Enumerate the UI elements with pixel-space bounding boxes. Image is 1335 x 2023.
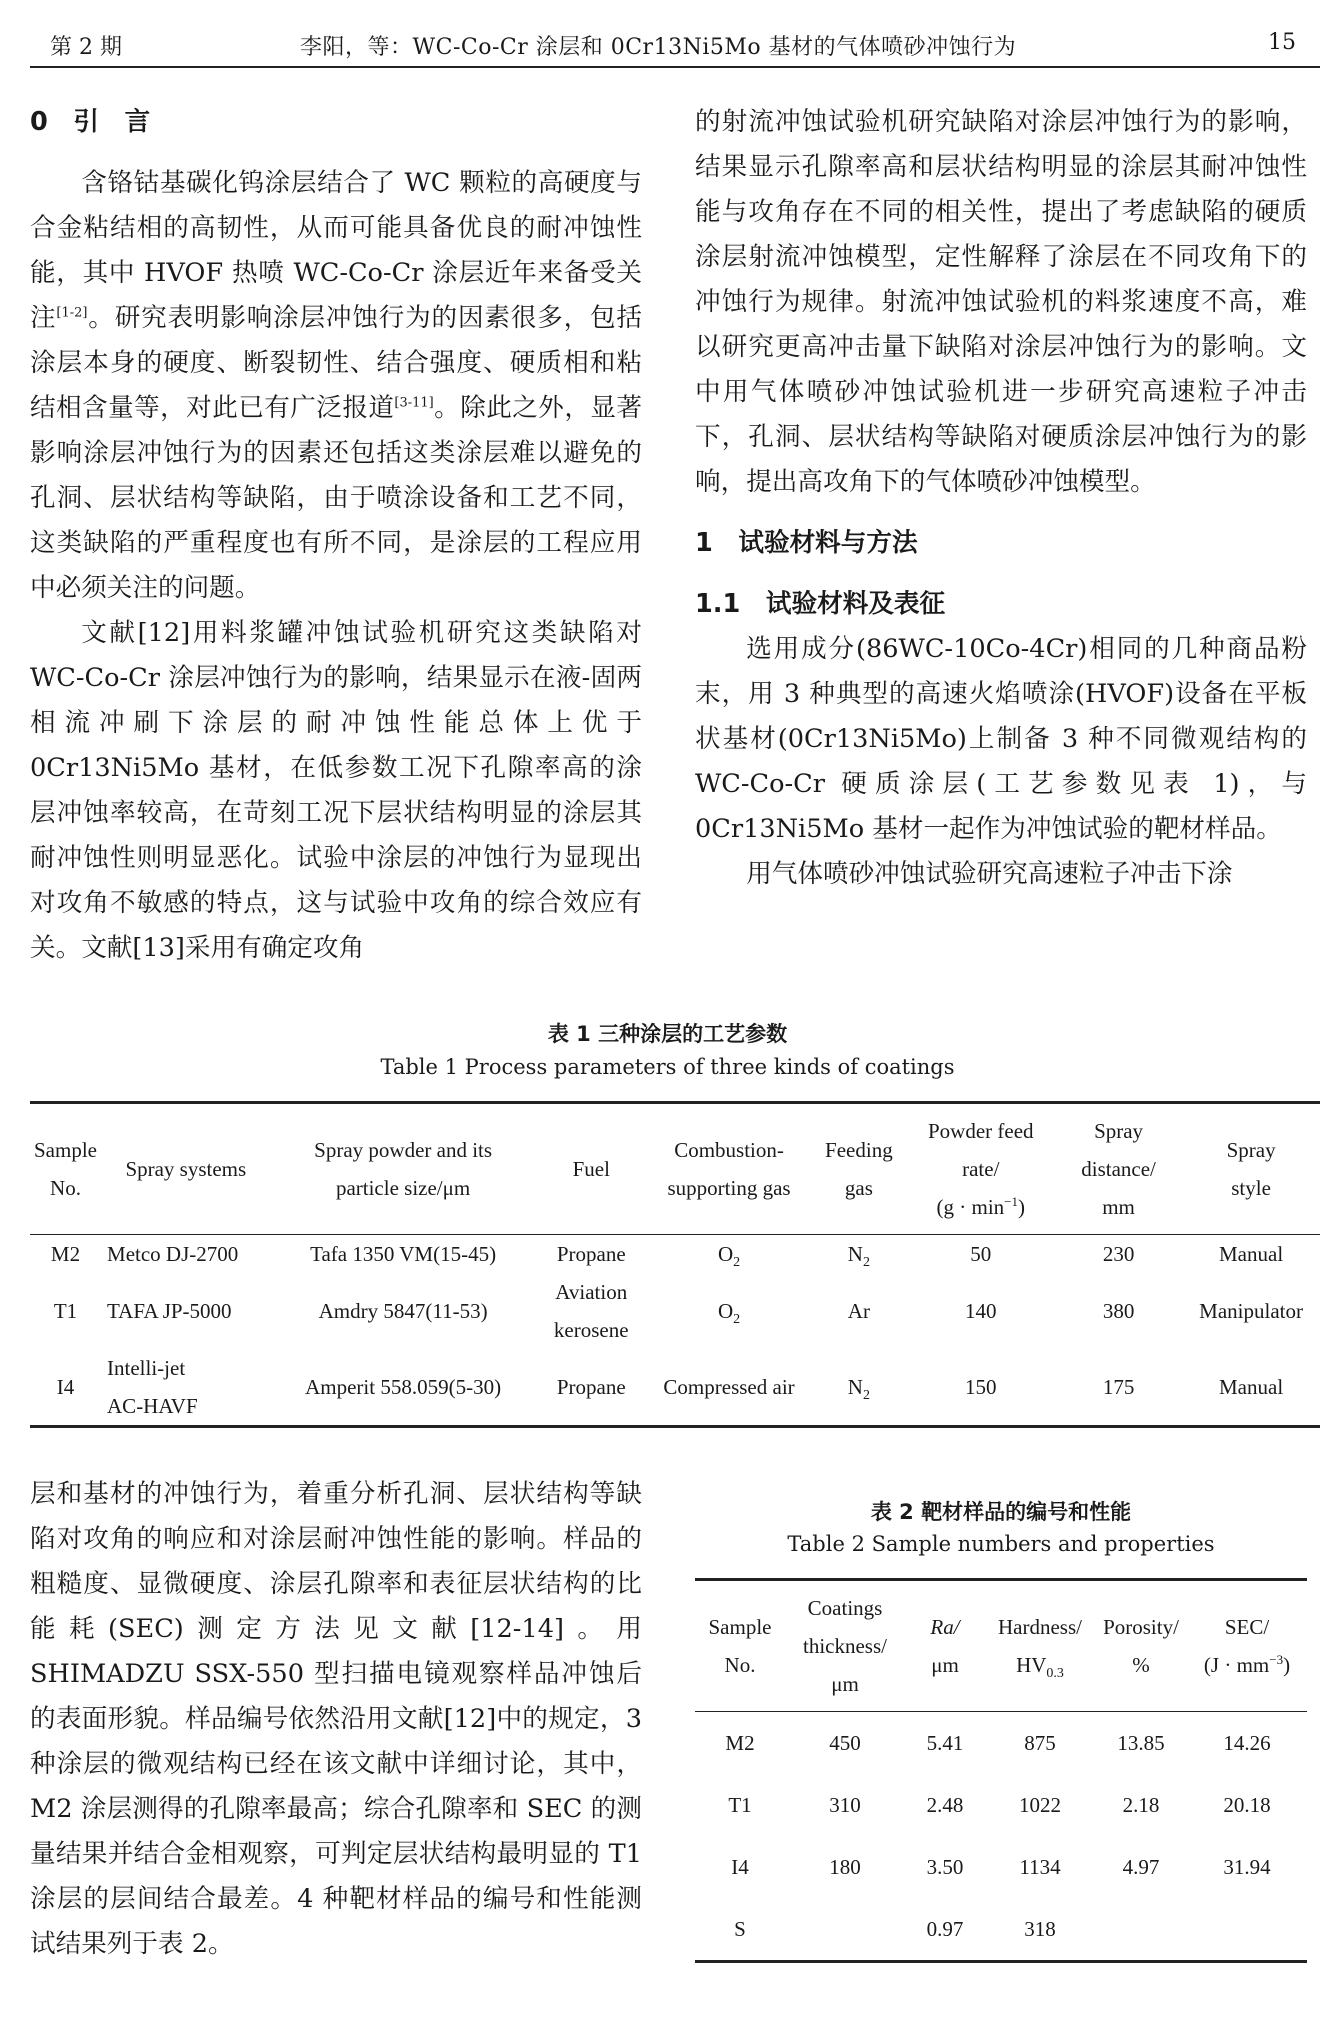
col-header-style: Spray style	[1226, 1138, 1276, 1200]
col-header-system: Spray systems	[125, 1157, 247, 1181]
col-header-powder: Spray powder and its particle size/μm	[314, 1138, 493, 1200]
table-row: M2 450 5.41 875 13.85 14.26	[725, 1731, 1271, 1755]
col-header-ra: Ra/ μm	[930, 1615, 960, 1677]
citation: [3-11]	[394, 395, 434, 411]
paragraph: 层和基材的冲蚀行为，着重分析孔洞、层状结构等缺陷对攻角的响应和对涂层耐冲蚀性能的影响。样品的粗糙度、显微硬度、涂层孔隙率和表征层状结构的比能耗(SEC)测定方法见文献[12-14]。用 SHIMADZU SSX-550 型扫描电镜观察样品冲蚀后的表面形貌。样品编号依然沿用文献[12]中的规定，3 种涂层的微观结构已经在该文献中详细讨论，其中，M2 涂层测得的孔隙率最高；综合孔隙率和 SEC 的测量结果并结合金相观察，可判定层状结构最明显的 T1 涂层的层间结合最差。4 种靶材样品的编号和性能测试结果列于表 2。	[30, 1479, 642, 1959]
paragraph	[30, 161, 642, 611]
cell-distance: 380	[1102, 1299, 1135, 1323]
cell-sample: M2	[50, 1242, 81, 1266]
cell-fuel: Aviation kerosene	[553, 1280, 629, 1342]
table-row	[30, 1349, 1320, 1427]
table1-caption-en: Table 1 Process parameters of three kinds of coatings	[380, 1055, 955, 1079]
cell-powder: Amdry 5847(11-53)	[318, 1299, 488, 1323]
cell-style: Manipulator	[1199, 1299, 1303, 1323]
table-header-row	[30, 1103, 1320, 1235]
text-run: 含铬钴基碳化钨涂层结合了 WC 颗粒的高硬度与合金粘结相的高韧性，从而可能具备优良的耐冲蚀性能，其中 HVOF 热喷 WC-Co-Cr 涂层近年来备受关注	[30, 168, 642, 333]
cell-rate: 50	[970, 1242, 992, 1266]
cell-feeding: $N_2$	[847, 1242, 870, 1271]
cell-system: TAFA JP-5000	[107, 1299, 232, 1323]
table2-sample-properties	[695, 1578, 1307, 1963]
cell-gas: Compressed air	[663, 1375, 795, 1399]
cell-gas: $O_2$	[717, 1299, 741, 1328]
cell-style: Manual	[1219, 1375, 1284, 1399]
cell-sample: I4	[56, 1375, 75, 1399]
cell-distance: 230	[1102, 1242, 1135, 1266]
table1-process-parameters	[30, 1101, 1320, 1428]
header-rule	[30, 66, 1320, 68]
cell-rate: 140	[965, 1299, 997, 1323]
subsection-heading-materials: 1.1 试验材料及表征	[695, 589, 946, 619]
left-column	[30, 100, 642, 971]
table1-caption-cn: 表 1 三种涂层的工艺参数	[547, 1022, 788, 1046]
cell-style: Manual	[1219, 1242, 1284, 1266]
col-header-rate: Powder feed rate/ $(g \cdot \min^{-1})$	[928, 1119, 1034, 1219]
section-heading-materials-methods: 1 试验材料与方法	[695, 528, 918, 558]
cell-distance: 175	[1102, 1375, 1135, 1399]
bottom-left-column	[30, 1472, 642, 1967]
col-header-fuel: Fuel	[572, 1157, 610, 1181]
table-row	[30, 1235, 1320, 1274]
col-header-sec: SEC/ $(J \cdot mm^{-3})$	[1203, 1615, 1291, 1677]
cell-feeding: $N_2$	[847, 1375, 870, 1404]
text-run: 。除此之外，显著影响涂层冲蚀行为的因素还包括这类涂层难以避免的孔洞、层状结构等缺陷，由于喷涂设备和工艺不同，这类缺陷的严重程度也有所不同，是涂层的工程应用中必须关注的问题。	[30, 393, 642, 603]
page-number: 15	[1268, 30, 1296, 55]
col-header-porosity: Porosity/ %	[1103, 1615, 1179, 1677]
table-row: I4 180 3.50 1134 4.97 31.94	[731, 1855, 1271, 1879]
table-row: T1 310 2.48 1022 2.18 20.18	[728, 1793, 1271, 1817]
col-header-gas: Combustion- supporting gas	[667, 1138, 791, 1200]
cell-gas: $O_2$	[717, 1242, 741, 1271]
paragraph: 文献[12]用料浆罐冲蚀试验机研究这类缺陷对 WC-Co-Cr 涂层冲蚀行为的影响，结果显示在液-固两相流冲刷下涂层的耐冲蚀性能总体上优于 0Cr13Ni5Mo 基材，在低参数工况下孔隙率高的涂层冲蚀率较高，在苛刻工况下层状结构明显的涂层其耐冲蚀性则明显恶化。试验中涂层的冲蚀行为显现出对攻角不敏感的特点，这与试验中攻角的综合效应有关。文献[13]采用有确定攻角	[30, 618, 642, 963]
paragraph: 用气体喷砂冲蚀试验研究高速粒子冲击下涂	[746, 859, 1233, 889]
cell-fuel: Propane	[556, 1242, 626, 1266]
right-column	[695, 100, 1307, 897]
table2-caption-en: Table 2 Sample numbers and properties	[787, 1532, 1215, 1556]
table-row: S 0.97 318	[695, 1898, 1307, 1962]
issue-number: 第 2 期	[50, 35, 122, 60]
col-header-sample: Sample No.	[708, 1615, 772, 1677]
table2-caption-cn: 表 2 靶材样品的编号和性能	[870, 1500, 1132, 1524]
col-header-feeding: Feeding gas	[825, 1138, 893, 1200]
cell-system: Metco DJ-2700	[107, 1242, 239, 1266]
table-row	[30, 1273, 1320, 1349]
cell-feeding: Ar	[847, 1299, 870, 1323]
paragraph: 的射流冲蚀试验机研究缺陷对涂层冲蚀行为的影响，结果显示孔隙率高和层状结构明显的涂层其耐冲蚀性能与攻角存在不同的相关性，提出了考虑缺陷的硬质涂层射流冲蚀模型，定性解释了涂层在不同攻角下的冲蚀行为规律。射流冲蚀试验机的料浆速度不高，难以研究更高冲击量下缺陷对涂层冲蚀行为的影响。文中用气体喷砂冲蚀试验机进一步研究高速粒子冲击下，孔洞、层状结构等缺陷对硬质涂层冲蚀行为的影响，提出高攻角下的气体喷砂冲蚀模型。	[695, 107, 1307, 497]
text-run: 。研究表明影响涂层冲蚀行为的因素很多，包括涂层本身的硬度、断裂韧性、结合强度、硬质相和粘结相含量等，对此已有广泛报道	[30, 303, 642, 423]
cell-powder: Amperit 558.059(5-30)	[305, 1375, 502, 1399]
col-header-distance: Spray distance/ mm	[1081, 1119, 1156, 1219]
table-header-row	[695, 1580, 1307, 1712]
col-header-hardness: Hardness/ $HV_{0.3}$	[998, 1615, 1082, 1682]
cell-system: Intelli-jet AC-HAVF	[107, 1356, 198, 1418]
cell-fuel: Propane	[556, 1375, 626, 1399]
cell-powder: Tafa 1350 VM(15-45)	[310, 1242, 497, 1266]
col-header-thickness: Coatings thickness/ μm	[803, 1596, 887, 1696]
col-header-sample: Sample No.	[34, 1138, 97, 1200]
cell-rate: 150	[965, 1375, 997, 1399]
paragraph: 选用成分(86WC-10Co-4Cr)相同的几种商品粉末，用 3 种典型的高速火焰喷涂(HVOF)设备在平板状基材(0Cr13Ni5Mo)上制备 3 种不同微观结构的 WC-Co-Cr 硬质涂层(工艺参数见表 1)，与 0Cr13Ni5Mo 基材一起作为冲蚀试验的靶材样品。	[695, 634, 1307, 844]
section-heading-introduction: 0 引 言	[30, 107, 151, 137]
cell-sample: T1	[53, 1299, 78, 1323]
citation: [1-2]	[56, 305, 88, 321]
running-title: 李阳，等：WC-Co-Cr 涂层和 0Cr13Ni5Mo 基材的气体喷砂冲蚀行为	[300, 35, 1017, 60]
